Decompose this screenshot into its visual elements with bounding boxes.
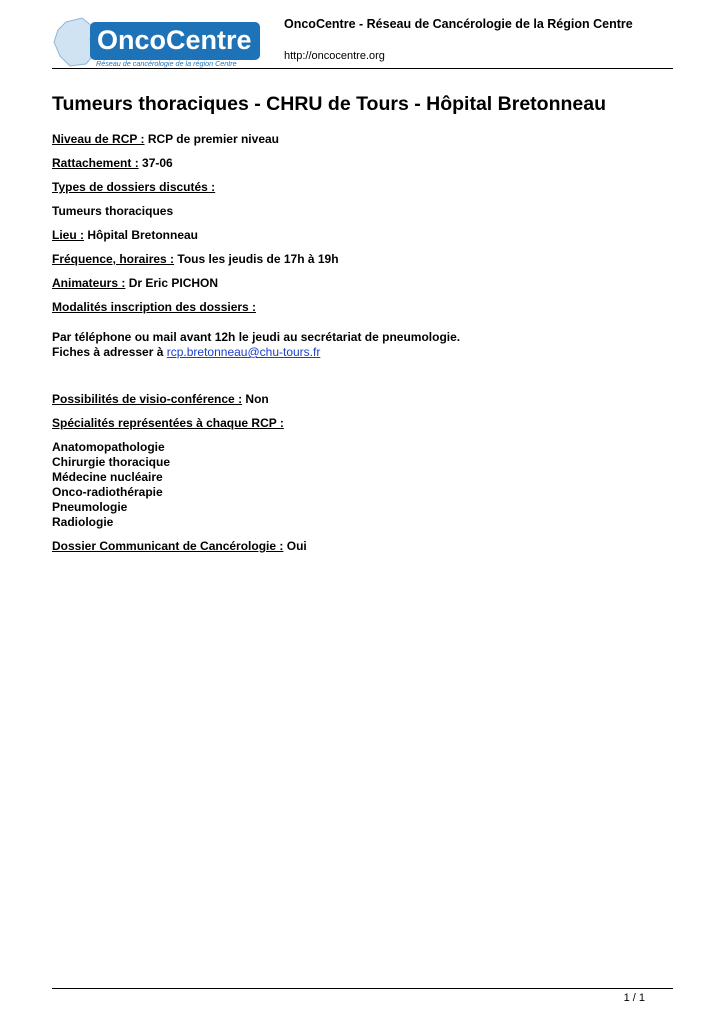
types-label: Types de dossiers discutés : [52,180,216,194]
modalites-line1: Par téléphone ou mail avant 12h le jeudi au secrétariat de pneumologie. [52,330,461,344]
specialite-item: Médecine nucléaire [52,470,163,484]
rattachement-row [52,156,672,171]
org-name: OncoCentre - Réseau de Cancérologie de la Région Centre [284,17,633,31]
frequence-value: Tous les jeudis de 17h à 19h [177,252,339,266]
oncocentre-logo [52,16,264,68]
lieu-label: Lieu : [52,228,84,242]
frequence-row [52,252,672,267]
modalites-prefix: Fiches à adresser à [52,345,164,359]
types-value: Tumeurs thoraciques [52,204,174,218]
rcp-details [52,132,672,563]
animateurs-value: Dr Eric PICHON [128,276,219,290]
niveau-value: RCP de premier niveau [147,132,279,146]
logo-text: OncoCentre [97,25,252,55]
specialites-list [52,440,672,530]
visio-label: Possibilités de visio-conférence : [52,392,243,406]
org-url: http://oncocentre.org [284,50,385,62]
specialite-item: Radiologie [52,515,114,529]
dcc-value: Oui [286,539,307,553]
lieu-row [52,228,672,243]
niveau-label: Niveau de RCP : [52,132,145,146]
page-title: Tumeurs thoraciques - CHRU de Tours - Hôpital Bretonneau [52,93,606,115]
dcc-label: Dossier Communicant de Cancérologie : [52,539,284,553]
footer-divider [52,988,673,989]
animateurs-row [52,276,672,291]
rattachement-value: 37-06 [142,156,173,170]
animateurs-label: Animateurs : [52,276,126,290]
visio-row [52,392,672,407]
specialite-item: Pneumologie [52,500,128,514]
frequence-label: Fréquence, horaires : [52,252,175,266]
specialite-item: Onco-radiothérapie [52,485,163,499]
modalites-row [52,300,672,315]
types-row [52,180,672,195]
modalites-line2 [52,345,672,360]
page-number: 1 / 1 [623,992,645,1004]
header-divider [52,68,673,69]
niveau-row [52,132,672,147]
lieu-value: Hôpital Bretonneau [87,228,199,242]
specialite-item: Anatomopathologie [52,440,165,454]
specialites-label: Spécialités représentées à chaque RCP : [52,416,284,430]
visio-value: Non [245,392,269,406]
rattachement-label: Rattachement : [52,156,139,170]
email-link[interactable]: rcp.bretonneau@chu-tours.fr [166,345,321,359]
logo-tagline: Réseau de cancérologie de la région Centre [96,59,237,68]
specialites-row [52,416,672,431]
specialite-item: Chirurgie thoracique [52,455,171,469]
modalites-label: Modalités inscription des dossiers : [52,300,257,314]
dcc-row [52,539,672,554]
